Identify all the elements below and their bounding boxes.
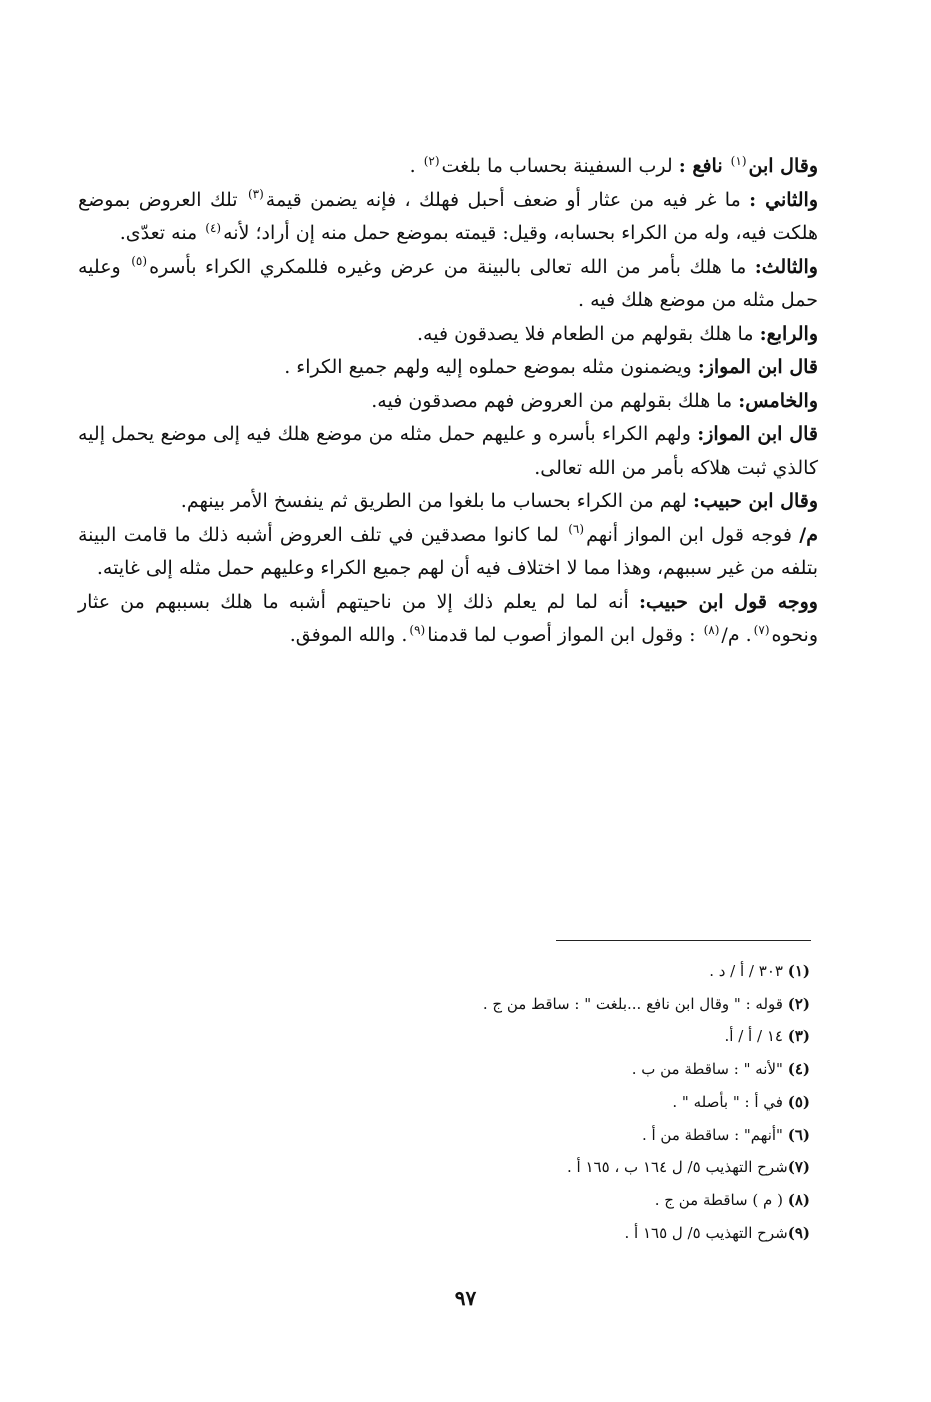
paragraph-lead: والثاني : <box>749 188 818 211</box>
footnote-text: ٣٠٣ / أ / د . <box>709 962 783 980</box>
paragraph-text: تلك العروض بموضع هلكت فيه، وله من الكراء بحسابه، وقيل: قيمته بموضع حمل منه إن أراد؛ لأنه <box>78 188 818 244</box>
paragraph-lead: قال ابن المواز: <box>697 423 818 445</box>
paragraph-lead: وقال ابن <box>748 155 818 177</box>
footnote-ref[interactable]: (٨) <box>703 622 720 637</box>
footnote-item <box>300 988 810 1021</box>
footnote-text: شرح التهذيب ٥/ ل ١٦٥ أ . <box>624 1223 788 1242</box>
paragraph-lead: وقال ابن حبيب: <box>693 490 818 512</box>
footnote-text: ( م ) ساقطة من ج . <box>654 1190 783 1209</box>
footnote-number: (٢) <box>787 994 810 1013</box>
paragraph-text: ولهم الكراء بأسره و عليهم حمل مثله من موضع هلك فيه إلى موضع يحمل إليه كالذي ثبت هلاكه بأمر من الله تعالى. <box>78 423 818 479</box>
footnote-item <box>300 1020 810 1053</box>
footnote-item <box>300 1119 810 1152</box>
footnote-item <box>300 1151 810 1184</box>
paragraph-text: ما هلك بأمر من الله تعالى بالبينة من عرض وغيره فللمكري الكراء بأسره <box>149 255 747 278</box>
paragraph-text: لهم من الكراء بحساب ما بلغوا من الطريق ثم ينفسخ الأمر بينهم. <box>180 490 687 512</box>
page-number: ٩٧ <box>454 1286 477 1310</box>
paragraph-lead: والرابع: <box>759 322 818 345</box>
paragraph-text: ما هلك بقولهم من الطعام فلا يصدقون فيه. <box>416 322 754 345</box>
paragraph-4 <box>78 318 818 352</box>
footnote-number: (٨) <box>787 1190 810 1209</box>
paragraph-text: فوجه قول ابن المواز أنهم <box>586 523 793 546</box>
footnote-number: (٥) <box>787 1092 810 1111</box>
paragraph-7 <box>78 418 818 485</box>
footnote-item <box>300 1217 810 1250</box>
paragraph-text: ما هلك بقولهم من العروض فهم مصدقون فيه. <box>371 389 733 412</box>
paragraph-text: منه تعدّى. <box>119 222 198 244</box>
footnote-text: في أ : " بأصله " . <box>672 1092 783 1111</box>
paragraph-10 <box>78 586 818 653</box>
footnote-ref[interactable]: (٢) <box>423 153 440 168</box>
footnote-ref[interactable]: (٣) <box>247 187 264 202</box>
footnote-item <box>300 1184 810 1217</box>
paragraph-lead: قال ابن المواز: <box>697 356 818 378</box>
footnote-ref[interactable]: (٦) <box>568 522 585 537</box>
paragraph-text: : وقول ابن المواز أصوب لما قدمنا <box>427 624 696 646</box>
paragraph-text: . <box>409 155 416 177</box>
paragraph-6 <box>78 385 818 419</box>
paragraph-text: ويضمنون مثله بموضع حملوه إليه ولهم جميع الكراء . <box>284 356 692 378</box>
paragraph-2 <box>78 184 818 251</box>
footnote-item <box>300 955 810 988</box>
footnote-divider <box>556 940 811 941</box>
footnote-text: ١٤ / أ / أ. <box>724 1027 783 1046</box>
paragraph-9 <box>78 519 818 586</box>
paragraph-text: ما غر فيه من عثار أو ضعف أحبل فهلك ، فإنه يضمن قيمة <box>265 188 741 211</box>
footnote-number: (٦) <box>787 1125 810 1144</box>
footnote-ref[interactable]: (٩) <box>409 622 426 637</box>
paragraph-text: وعليه حمل مثله من موضع هلك فيه . <box>78 255 818 311</box>
main-text <box>78 150 818 653</box>
footnote-text: "أنهم" : ساقطة من أ . <box>641 1125 783 1144</box>
footnote-text: "لأنه " : ساقطة من ب . <box>631 1060 783 1079</box>
footnote-number: (٩) <box>787 1223 810 1242</box>
footnote-ref[interactable]: (٧) <box>753 622 770 637</box>
footnote-item <box>300 1086 810 1119</box>
footnote-text: شرح التهذيب ٥/ ل ١٦٤ ب ، ١٦٥ أ . <box>567 1158 788 1177</box>
footnote-text: قوله : " وقال ابن نافع ...بلغت " : ساقط من ج . <box>482 994 783 1013</box>
paragraph-text: . والله الموفق. <box>289 624 408 646</box>
footnote-ref[interactable]: (٤) <box>205 220 222 235</box>
paragraph-lead: والخامس: <box>738 389 818 412</box>
paragraph-lead: ووجه قول ابن حبيب: <box>638 590 818 613</box>
paragraph-text: أنه لما لم يعلم ذلك إلا من ناحيتهم أشبه ما هلك بسببهم من عثار ونحوه <box>78 590 818 646</box>
paragraph-text: لرب السفينة بحساب ما بلغت <box>441 155 673 177</box>
paragraph-text: لما كانوا مصدقين في تلف العروض أشبه ذلك ما قامت البينة بتلفه من غير سببهم، وهذا مما لا اختلاف فيه أن لهم جميع الكراء وعليهم حمل مثله إلى غايته. <box>78 523 818 579</box>
paragraph-lead: نافع : <box>678 155 723 177</box>
footnote-number: (٣) <box>787 1027 810 1046</box>
paragraph-1 <box>78 150 818 184</box>
paragraph-5 <box>78 351 818 385</box>
paragraph-8 <box>78 485 818 519</box>
paragraph-lead: والثالث: <box>754 255 818 278</box>
footnote-number: (٤) <box>787 1060 810 1079</box>
footnote-ref[interactable]: (٥) <box>131 254 148 269</box>
footnote-ref[interactable]: (١) <box>730 153 747 168</box>
footnote-number: (٧) <box>787 1158 810 1177</box>
footnote-item <box>300 1053 810 1086</box>
footnote-number: (١) <box>787 962 810 980</box>
paragraph-text: . م/ <box>721 624 752 646</box>
footnotes-list <box>300 955 810 1249</box>
paragraph-lead: م/ <box>799 523 818 546</box>
paragraph-3 <box>78 251 818 318</box>
